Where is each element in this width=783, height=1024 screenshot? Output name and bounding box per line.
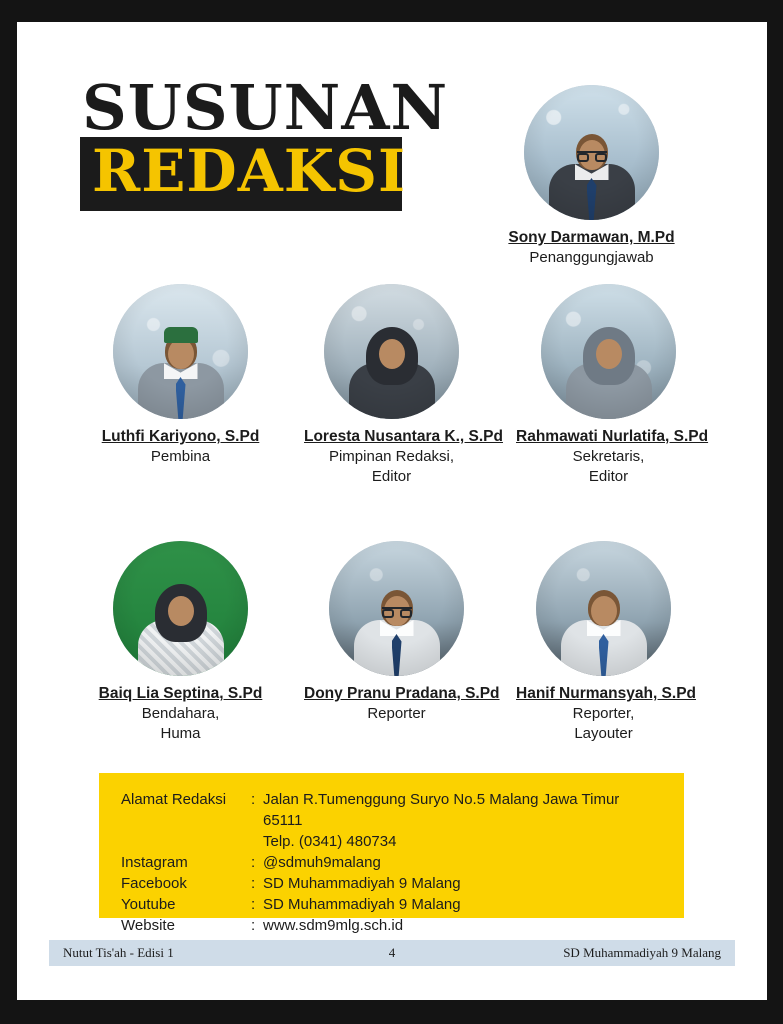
- title-line-susunan: SUSUNAN: [82, 71, 449, 144]
- footer-school-name: SD Muhammadiyah 9 Malang: [563, 945, 721, 960]
- person-name: Luthfi Kariyono, S.Pd: [101, 428, 260, 445]
- contact-value[interactable]: SD Muhammadiyah 9 Malang: [263, 896, 461, 913]
- title-highlight-bar: [80, 137, 407, 211]
- person-role-second: Huma: [160, 725, 201, 742]
- avatar: [113, 541, 248, 676]
- person-role-second: Layouter: [574, 725, 633, 742]
- person-name: Dony Pranu Pradana, S.Pd: [304, 685, 500, 702]
- person-name: Hanif Nurmansyah, S.Pd: [516, 685, 697, 702]
- contact-row: [121, 915, 662, 936]
- contact-value: Jalan R.Tumenggung Suryo No.5 Malang Jawa Timur 65111: [263, 791, 620, 829]
- contact-row: [121, 852, 662, 873]
- person-role-second: Editor: [371, 468, 412, 485]
- footer-edition: Nutut Tis'ah - Edisi 1: [63, 945, 174, 960]
- person-role: Pembina: [150, 448, 211, 465]
- contact-separator: :: [251, 875, 256, 892]
- contact-separator: :: [251, 917, 256, 934]
- footer-page-number: 4: [388, 945, 396, 960]
- person-card: [304, 541, 500, 723]
- contact-row: [121, 789, 662, 831]
- person-role-second: Editor: [588, 468, 629, 485]
- avatar: [324, 284, 459, 419]
- contact-label: Instagram: [121, 854, 188, 871]
- person-name: Loresta Nusantara K., S.Pd: [304, 428, 503, 445]
- contact-separator: :: [251, 791, 256, 808]
- page-title: [80, 71, 449, 211]
- contact-info-box: [99, 773, 684, 934]
- person-card: [516, 284, 709, 486]
- person-card: [93, 284, 268, 466]
- contact-row: [121, 873, 662, 894]
- title-line-redaksi: REDAKSI: [92, 137, 407, 205]
- person-card: [504, 85, 679, 267]
- contact-row: [121, 894, 662, 915]
- person-card: [516, 541, 697, 743]
- contact-label: Youtube: [121, 896, 176, 913]
- person-name: Rahmawati Nurlatifa, S.Pd: [516, 428, 709, 445]
- person-role: Pimpinan Redaksi,: [328, 448, 455, 465]
- contact-value[interactable]: @sdmuh9malang: [263, 854, 381, 871]
- avatar: [113, 284, 248, 419]
- contact-label: Alamat Redaksi: [121, 791, 227, 808]
- avatar: [541, 284, 676, 419]
- avatar: [524, 85, 659, 220]
- contact-label: Website: [121, 917, 175, 934]
- person-role: Reporter: [367, 705, 426, 722]
- person-name: Baiq Lia Septina, S.Pd: [98, 685, 263, 702]
- contact-separator: :: [251, 896, 256, 913]
- contact-separator: :: [251, 854, 256, 871]
- person-role: Penanggungjawab: [529, 249, 654, 266]
- person-role: Bendahara,: [141, 705, 220, 722]
- avatar: [329, 541, 464, 676]
- contact-row-continuation: [121, 831, 662, 852]
- person-role: Sekretaris,: [572, 448, 645, 465]
- page-footer: [49, 940, 735, 966]
- person-card: [304, 284, 503, 486]
- contact-value[interactable]: SD Muhammadiyah 9 Malang: [263, 875, 461, 892]
- avatar: [536, 541, 671, 676]
- contact-value[interactable]: www.sdm9mlg.sch.id: [263, 917, 404, 934]
- contact-value-phone: Telp. (0341) 480734: [263, 833, 397, 850]
- magazine-page: [17, 22, 767, 1000]
- person-card: [93, 541, 268, 743]
- person-role: Reporter,: [572, 705, 635, 722]
- contact-label: Facebook: [121, 875, 187, 892]
- person-name: Sony Darmawan, M.Pd: [508, 229, 675, 246]
